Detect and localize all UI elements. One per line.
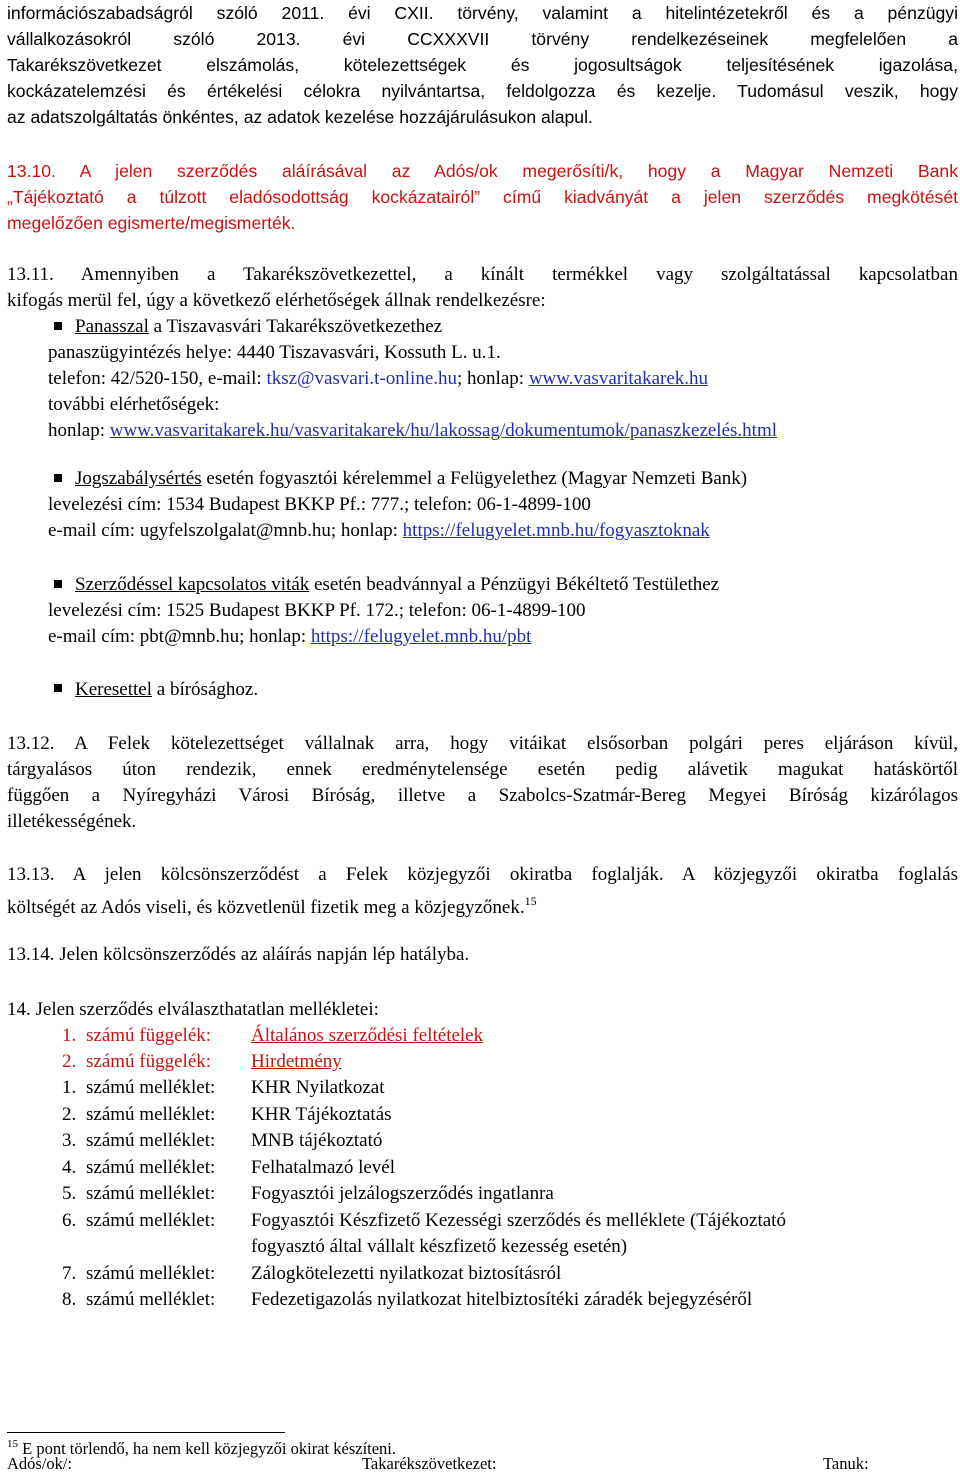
item-number: 4. xyxy=(62,1157,77,1178)
b3-title-rest: esetén beadvánnyal a Pénzügyi Békéltető Testülethez xyxy=(309,574,720,595)
b1-more-contacts: további elérhetőségek: xyxy=(48,394,220,415)
bullet-square-icon xyxy=(54,474,62,482)
s13-12-line-1: 13.12. A Felek kötelezettséget vállalnak arra, hogy vitáikat elsősorban polgári peres eljáráson kívül, xyxy=(7,733,958,754)
s13-10-line-1: 13.10. A jelen szerződés aláírásával az Adós/ok megerősíti/k, hogy a Magyar Nemzeti Bank xyxy=(7,161,958,181)
b1-address: panaszügyintézés helye: 4440 Tiszavasvári, Kossuth L. u.1. xyxy=(48,342,501,363)
s13-13-line-2 xyxy=(7,888,958,922)
item-title: KHR Tájékoztatás xyxy=(251,1104,392,1125)
item-number: 1. xyxy=(62,1025,77,1046)
intro-line-4-text: kockázatelemzési és értékelési célokra nyilvántartsa, feldolgozza és kezelje. xyxy=(7,81,717,101)
b1-title-rest: a Tiszavasvári Takarékszövetkezethez xyxy=(148,316,443,337)
b1-title xyxy=(75,314,442,341)
list-item xyxy=(62,1023,483,1050)
b3-contact xyxy=(48,624,531,651)
b1-contact-phone: telefon: 42/520-150, e-mail: xyxy=(48,368,267,389)
b1-contact-sep: ; honlap: xyxy=(457,368,529,389)
intro-line-1: információszabadságról szóló 2011. évi CXII. törvény, valamint a hitelintézetekről és a pénzügyi xyxy=(7,3,958,23)
b1-complaint-label: honlap: xyxy=(48,420,110,441)
list-item xyxy=(62,1075,385,1102)
item-number: 2. xyxy=(62,1051,77,1072)
footnote-ref[interactable]: 15 xyxy=(524,894,537,908)
item-title: Felhatalmazó levél xyxy=(251,1157,396,1178)
s13-13-line-1: 13.13. A jelen kölcsönszerződést a Felek közjegyzői okiratba foglalják. A közjegyzői okiratba foglalás xyxy=(7,864,958,885)
list-item-continuation xyxy=(62,1234,627,1261)
b2-contact xyxy=(48,518,710,545)
b3-address: levelezési cím: 1525 Budapest BKKP Pf. 172.; telefon: 06-1-4899-100 xyxy=(48,600,586,621)
s13-11-line-1: 13.11. Amennyiben a Takarékszövetkezettel, a kínált termékkel vagy szolgáltatással kapcsolatban xyxy=(7,264,958,285)
list-item xyxy=(62,1102,392,1129)
signature-bank: Takarékszövetkezet: xyxy=(362,1454,497,1473)
b2-address: levelezési cím: 1534 Budapest BKKP Pf.: 777.; telefon: 06-1-4899-100 xyxy=(48,494,591,515)
s13-13-line-2-text: költségét az Adós viseli, és közvetlenül fizetik meg a közjegyzőnek. xyxy=(7,897,525,918)
s13-12-line-3: függően a Nyíregyházi Városi Bíróság, illetve a Szabolcs-Szatmár-Bereg Megyei Bíróság kizárólagos xyxy=(7,785,958,806)
s13-12-line-4: illetékességének. xyxy=(7,811,137,832)
b4-title xyxy=(75,677,258,704)
item-title: KHR Nyilatkozat xyxy=(251,1077,385,1098)
b3-title xyxy=(75,572,719,599)
b3-contact-text: e-mail cím: pbt@mnb.hu; honlap: xyxy=(48,626,311,647)
intro-line-2: vállalkozásokról szóló 2013. évi CCXXXVII törvény rendelkezéseinek megfelelően a xyxy=(7,29,958,49)
item-title: Fogyasztói Készfizető Kezességi szerződés és melléklete (Tájékoztató xyxy=(251,1210,786,1231)
list-item xyxy=(62,1128,382,1155)
item-kind: számú melléklet: xyxy=(86,1210,216,1231)
signature-debtor: Adós/ok/: xyxy=(7,1454,73,1473)
list-item xyxy=(62,1261,561,1288)
b4-title-underlined: Keresettel xyxy=(75,679,153,700)
item-number: 3. xyxy=(62,1130,77,1151)
b1-title-underlined: Panasszal xyxy=(75,316,149,337)
b3-website-link[interactable]: https://felugyelet.mnb.hu/pbt xyxy=(310,626,532,647)
b2-title-rest: esetén fogyasztói kérelemmel a Felügyelethez (Magyar Nemzeti Bank) xyxy=(201,468,748,489)
b1-website-link[interactable]: www.vasvaritakarek.hu xyxy=(528,368,709,389)
item-kind: számú melléklet: xyxy=(86,1183,216,1204)
item-kind: számú melléklet: xyxy=(86,1263,216,1284)
footnote-divider xyxy=(7,1432,285,1433)
bullet-square-icon xyxy=(54,684,62,692)
footnote-text: E pont törlendő, ha nem kell közjegyzői okirat készíteni. xyxy=(22,1439,397,1458)
item-title: Fedezetigazolás nyilatkozat hitelbiztosítéki záradék bejegyzéséről xyxy=(251,1289,753,1310)
item-title: Zálogkötelezetti nyilatkozat biztosításról xyxy=(251,1263,562,1284)
b2-title-underlined: Jogszabálysértés xyxy=(75,468,202,489)
b1-contact xyxy=(48,366,708,393)
b2-title xyxy=(75,466,747,493)
signature-witness: Tanuk: xyxy=(823,1454,869,1473)
s13-10-line-2: „Tájékoztató a túlzott eladósodottság kockázatairól” című kiadványát a jelen szerződés megkötését xyxy=(7,187,958,207)
b1-complaint-page xyxy=(48,418,777,445)
bullet-square-icon xyxy=(54,322,62,330)
footnote-number: 15 xyxy=(7,1438,18,1450)
item-number: 1. xyxy=(62,1077,77,1098)
item-title: Fogyasztói jelzálogszerződés ingatlanra xyxy=(251,1183,554,1204)
s13-10-line-3: megelőzően egismerte/megismerték. xyxy=(7,213,296,233)
s13-14: 13.14. Jelen kölcsönszerződés az aláírás napján lép hatályba. xyxy=(7,944,470,965)
item-kind: számú melléklet: xyxy=(86,1104,216,1125)
item-number: 8. xyxy=(62,1289,77,1310)
item-title: MNB tájékoztató xyxy=(251,1130,383,1151)
b1-complaint-link[interactable]: www.vasvaritakarek.hu/vasvaritakarek/hu/lakossag/dokumentumok/panaszkezelés.html xyxy=(109,420,778,441)
list-item xyxy=(62,1049,342,1076)
b2-contact-text: e-mail cím: ugyfelszolgalat@mnb.hu; honlap: xyxy=(48,520,403,541)
item-number: 2. xyxy=(62,1104,77,1125)
intro-line-5: az adatszolgáltatás önkéntes, az adatok kezelése hozzájárulásukon alapul. xyxy=(7,107,593,127)
b4-title-rest: a bírósághoz. xyxy=(152,679,259,700)
intro-line-4 xyxy=(7,78,958,105)
item-kind: számú melléklet: xyxy=(86,1157,216,1178)
item-kind: számú melléklet: xyxy=(86,1289,216,1310)
list-item xyxy=(62,1181,554,1208)
item-kind: számú melléklet: xyxy=(86,1130,216,1151)
b2-website-link[interactable]: https://felugyelet.mnb.hu/fogyasztoknak xyxy=(402,520,710,541)
item-kind: számú függelék: xyxy=(86,1051,212,1072)
b1-email-link[interactable]: tksz@vasvari.t-online.hu xyxy=(266,368,458,389)
intro-line-4-tail: Tudomásul veszik, hogy xyxy=(737,81,959,101)
b3-title-underlined: Szerződéssel kapcsolatos viták xyxy=(75,574,310,595)
item-title: Általános szerződési feltételek xyxy=(251,1025,484,1046)
s14-title: 14. Jelen szerződés elválaszthatatlan mellékletei: xyxy=(7,999,379,1020)
s13-12-line-2: tárgyalásos úton rendezik, ennek eredménytelensége esetén pedig alávetik magukat hatáskörtől xyxy=(7,759,958,780)
s13-11-line-2: kifogás merül fel, úgy a következő elérhetőségek állnak rendelkezésre: xyxy=(7,290,546,311)
item-kind: számú függelék: xyxy=(86,1025,212,1046)
intro-line-3: Takarékszövetkezet elszámolás, kötelezettségek és jogosultságok teljesítésének igazolása, xyxy=(7,55,958,75)
item-number: 7. xyxy=(62,1263,77,1284)
bullet-square-icon xyxy=(54,580,62,588)
item-kind: számú melléklet: xyxy=(86,1077,216,1098)
item-number: 5. xyxy=(62,1183,77,1204)
list-item xyxy=(62,1287,752,1314)
list-item xyxy=(62,1208,786,1235)
list-item xyxy=(62,1155,395,1182)
item-number: 6. xyxy=(62,1210,77,1231)
item-title: Hirdetmény xyxy=(251,1051,342,1072)
item-title: fogyasztó által vállalt készfizető kezesség esetén) xyxy=(251,1236,628,1257)
